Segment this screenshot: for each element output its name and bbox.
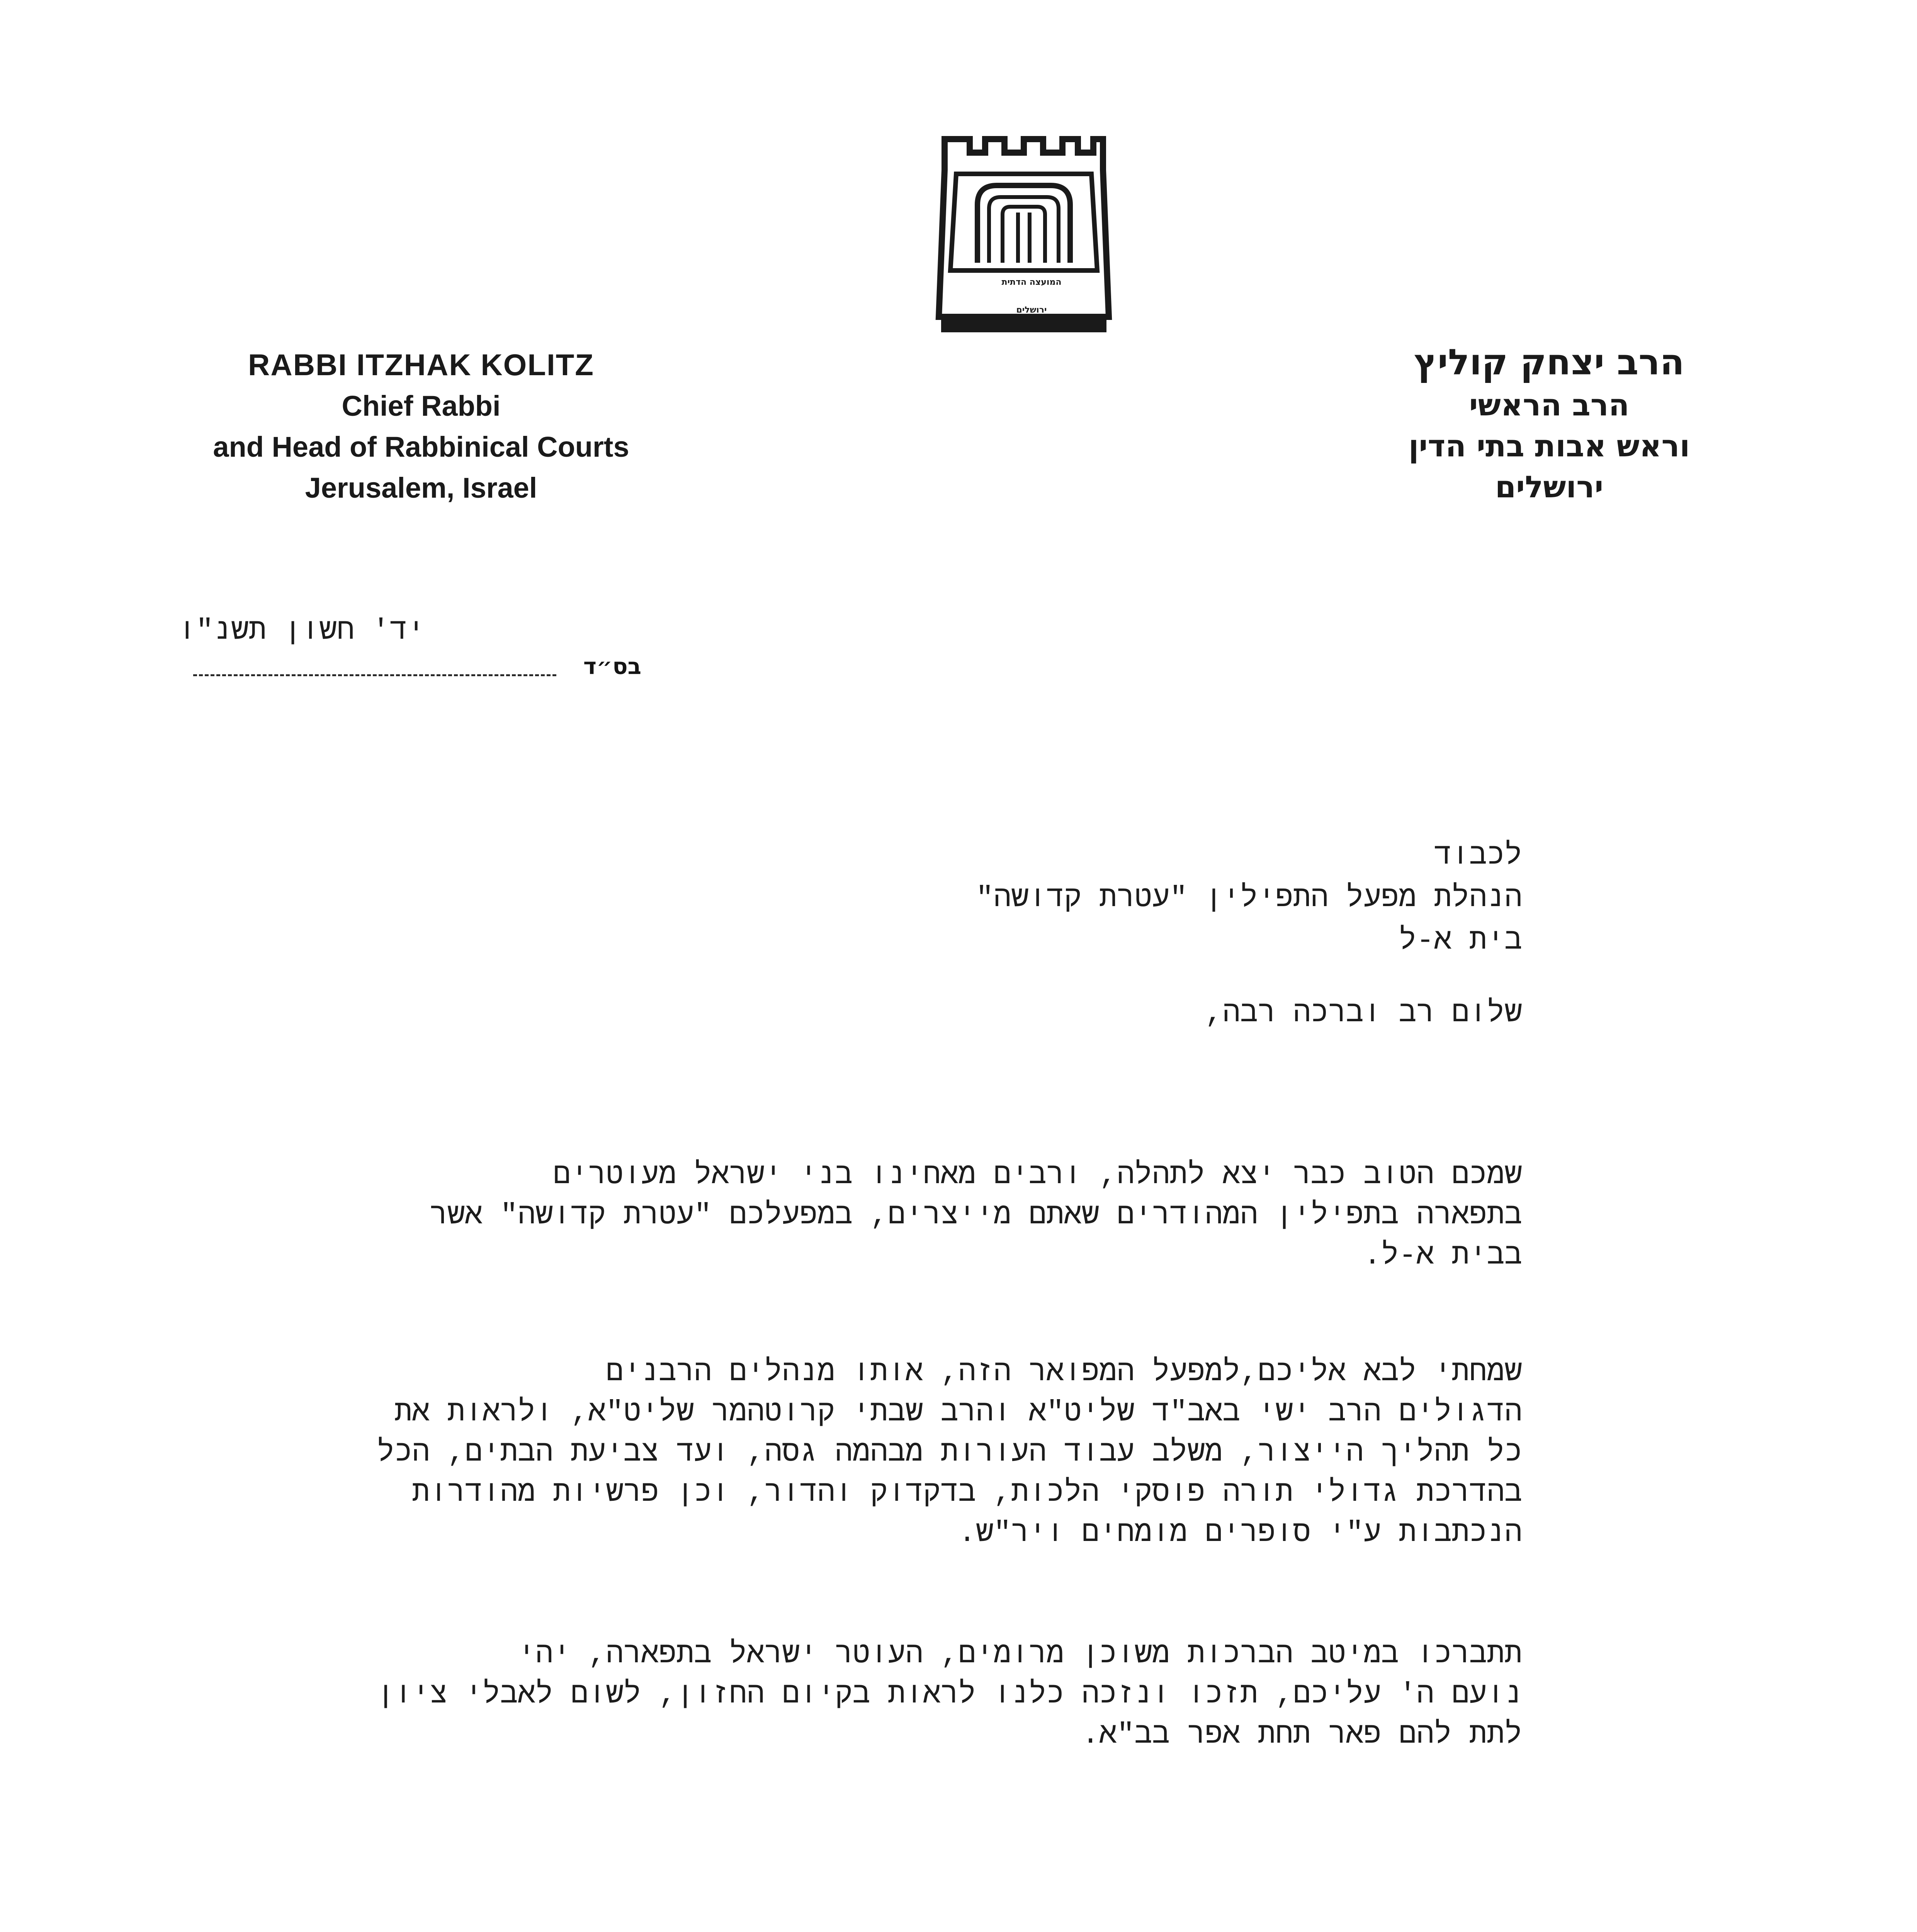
emblem-caption-line2: ירושלים xyxy=(1016,305,1047,315)
rabbi-name-english: RABBI ITZHAK KOLITZ xyxy=(248,348,594,382)
letterhead-english xyxy=(162,344,680,509)
paragraph-line: הדגולים הרב ישי באב"ד שליט"א והרב שבתי קרוטהמר שליט"א, ולראות את xyxy=(394,1396,1522,1429)
recipient-block xyxy=(773,835,1522,962)
paragraph-line: הנכתבות ע"י סופרים מומחים ויר"ש. xyxy=(958,1517,1522,1550)
emblem-caption-line1: המועצה הדתית xyxy=(1001,277,1062,287)
paragraph-line: בתפארה בתפילין המהודרים שאתם מייצרים, במפעלכם "עטרת קדושה" אשר xyxy=(430,1199,1522,1232)
paragraph-line: שמכם הטוב כבר יצא לתהלה, ורבים מאחינו בני ישראל מעוטרים xyxy=(553,1159,1522,1192)
rabbi-title-hebrew: הרב הראשי xyxy=(1469,388,1630,423)
letterhead-hebrew xyxy=(1337,340,1762,508)
paragraph-line: בהדרכת גדולי תורה פוסקי הלכות, בדקדוק והדור, וכן פרשיות מהודרות xyxy=(412,1476,1522,1510)
paragraph-line: שמחתי לבא אליכם,למפעל המפואר הזה, אותו מנהלים הרבנים xyxy=(606,1356,1522,1389)
emblem-caption xyxy=(974,276,1089,316)
paragraph-2 xyxy=(216,1352,1522,1553)
paragraph-line: נועם ה' עליכם, תזכו ונזכה כלנו לראות בקיום החזון, לשום לאבלי ציון xyxy=(377,1678,1522,1711)
greeting: שלום רב וברכה רבה, xyxy=(1205,997,1522,1030)
rabbi-role-english: and Head of Rabbinical Courts xyxy=(213,431,629,463)
bsd-mark: בס״ד xyxy=(583,653,641,679)
date-underline xyxy=(193,674,556,676)
paragraph-line: בבית א-ל. xyxy=(1363,1239,1522,1272)
recipient-salutation: לכבוד xyxy=(1434,839,1522,872)
paragraph-line: כל תהליך הייצור, משלב עבוד העורות מבהמה גסה, ועד צביעת הבתים, הכל xyxy=(377,1436,1522,1469)
paragraph-1 xyxy=(216,1155,1522,1276)
paragraph-line: לתת להם פאר תחת אפר בב"א. xyxy=(1081,1718,1522,1752)
paragraph-line: תתברכו במיטב הברכות משוכן מרומים, העוטר ישראל בתפארה, יהי xyxy=(518,1638,1522,1671)
paragraph-3 xyxy=(216,1634,1522,1755)
recipient-line2: בית א-ל xyxy=(1399,924,1522,957)
rabbi-city-english: Jerusalem, Israel xyxy=(305,472,537,504)
rabbi-role-hebrew: וראש אבות בתי הדין xyxy=(1408,429,1690,464)
rabbi-city-hebrew: ירושלים xyxy=(1495,470,1604,505)
jerusalem-religious-council-emblem xyxy=(927,124,1120,340)
rabbi-name-hebrew: הרב יצחק קוליץ xyxy=(1414,342,1684,383)
recipient-line1: הנהלת מפעל התפילין "עטרת קדושה" xyxy=(976,882,1522,915)
rabbi-title-english: Chief Rabbi xyxy=(342,390,501,422)
letter-date: יד' חשון תשנ"ו xyxy=(178,614,425,648)
